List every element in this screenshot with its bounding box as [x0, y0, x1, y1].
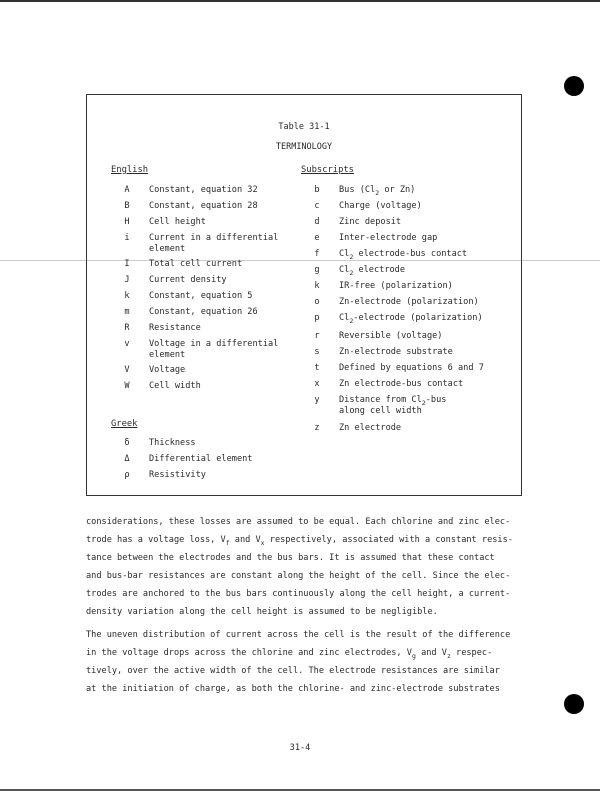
- subscript-symbol: z: [314, 423, 320, 433]
- subscript-definition: $Cl_2$ electrode-bus contact: [339, 249, 468, 261]
- term-definition: Thickness: [149, 438, 196, 448]
- paragraph-line: and bus-bar resistances are constant along the height of the cell. Since the elec-: [86, 571, 511, 581]
- english-header: English: [111, 165, 149, 175]
- subscript-symbol: t: [314, 363, 320, 373]
- term-definition: Differential element: [149, 454, 253, 464]
- subscript-definition: Inter-electrode gap: [339, 233, 438, 243]
- term-definition: Constant, equation 28: [149, 201, 258, 211]
- table-heading: TERMINOLOGY: [275, 142, 333, 152]
- page-top-edge: [0, 0, 600, 2]
- term-definition: Cell height: [149, 217, 206, 227]
- subscript-definition: Bus ($Cl_2$ or Zn): [339, 185, 416, 197]
- page-number: 31-4: [289, 743, 311, 753]
- subscript-symbol: s: [314, 347, 320, 357]
- subscript-symbol: b: [314, 185, 320, 195]
- term-definition: Constant, equation 26: [149, 307, 258, 317]
- paragraph-line: tance between the electrodes and the bus bars. It is assumed that these contact: [86, 553, 495, 563]
- term-symbol: W: [124, 381, 130, 391]
- term-definition: Current density: [149, 275, 227, 285]
- subscript-definition: Zn electrode: [339, 423, 402, 433]
- subscript-symbol: o: [314, 297, 320, 307]
- table-caption: Table 31-1: [278, 122, 330, 132]
- subscript-definition: $Cl_2$-electrode (polarization): [339, 313, 483, 325]
- subscript-definition: Zn electrode-bus contact: [339, 379, 464, 389]
- subscript-definition: Reversible (voltage): [339, 331, 443, 341]
- term-symbol: m: [124, 307, 130, 317]
- paragraph-line: trodes are anchored to the bus bars continuously along the cell height, a current-: [86, 589, 511, 599]
- paragraph-line: at the initiation of charge, as both the chlorine- and zinc-electrode substrates: [86, 684, 500, 694]
- subscript-mark: z: [446, 652, 451, 660]
- binder-hole-top: [564, 76, 584, 96]
- binder-hole-bottom: [564, 694, 584, 714]
- greek-header: Greek: [111, 419, 138, 429]
- subscript-definition: Distance from $Cl_2$-bus along cell width: [339, 395, 447, 416]
- paragraph-line: trode has a voltage loss, $V_f$ and $V_x$ respectively, associated with a constant resis-: [86, 535, 513, 547]
- subscript-mark: 2: [421, 399, 426, 407]
- body-paragraph-1: [86, 513, 546, 621]
- subscript-symbol: d: [314, 217, 320, 227]
- paragraph-line: The uneven distribution of current across the cell is the result of the difference: [86, 630, 511, 640]
- subscript-symbol: e: [314, 233, 320, 243]
- subscript-mark: x: [260, 539, 265, 547]
- subscript-definition: IR-free (polarization): [339, 281, 453, 291]
- term-symbol: I: [124, 259, 130, 269]
- subscript-definition: Zinc deposit: [339, 217, 402, 227]
- subscript-symbol: g: [314, 265, 320, 275]
- subscript-mark: 2: [349, 317, 354, 325]
- term-definition: Resistance: [149, 323, 201, 333]
- subscript-mark: 2: [375, 189, 380, 197]
- subscript-symbol: c: [314, 201, 320, 211]
- term-definition: Current in a differential element: [149, 233, 279, 254]
- subscript-symbol: p: [314, 313, 320, 323]
- term-symbol: J: [124, 275, 130, 285]
- subscript-mark: 2: [349, 269, 354, 277]
- subscript-definition: Charge (voltage): [339, 201, 422, 211]
- paragraph-line: density variation along the cell height is assumed to be negligible.: [86, 607, 438, 617]
- subscript-definition: Zn-electrode (polarization): [339, 297, 479, 307]
- term-definition: Voltage: [149, 365, 186, 375]
- subscript-mark: g: [411, 652, 416, 660]
- subscripts-header: Subscripts: [301, 165, 354, 175]
- body-paragraph-2: [86, 626, 546, 698]
- term-symbol: ρ: [124, 470, 130, 480]
- subscript-symbol: k: [314, 281, 320, 291]
- term-symbol: k: [124, 291, 130, 301]
- subscript-definition: Defined by equations 6 and 7: [339, 363, 484, 373]
- terminology-table: [86, 94, 522, 496]
- term-definition: Constant, equation 32: [149, 185, 258, 195]
- term-symbol: v: [124, 339, 130, 349]
- term-symbol: δ: [124, 438, 130, 448]
- subscript-definition: Zn-electrode substrate: [339, 347, 453, 357]
- term-definition: Resistivity: [149, 470, 206, 480]
- term-symbol: Δ: [124, 454, 130, 464]
- subscript-symbol: f: [314, 249, 320, 259]
- paragraph-line: considerations, these losses are assumed to be equal. Each chlorine and zinc elec-: [86, 517, 511, 527]
- term-symbol: A: [124, 185, 130, 195]
- term-definition: Constant, equation 5: [149, 291, 253, 301]
- term-symbol: i: [124, 233, 130, 243]
- term-definition: Total cell current: [149, 259, 243, 269]
- paragraph-line: tively, over the active width of the cell. The electrode resistances are similar: [86, 666, 500, 676]
- subscript-mark: 2: [349, 253, 354, 261]
- term-symbol: H: [124, 217, 130, 227]
- subscript-symbol: y: [314, 395, 320, 405]
- subscript-symbol: x: [314, 379, 320, 389]
- subscript-definition: $Cl_2$ electrode: [339, 265, 406, 277]
- subscript-symbol: r: [314, 331, 320, 341]
- term-symbol: B: [124, 201, 130, 211]
- term-symbol: V: [124, 365, 130, 375]
- subscript-mark: f: [225, 539, 230, 547]
- term-definition: Cell width: [149, 381, 201, 391]
- term-symbol: R: [124, 323, 130, 333]
- paragraph-line: in the voltage drops across the chlorine and zinc electrodes, $V_g$ and $V_z$ respec-: [86, 648, 493, 660]
- term-definition: Voltage in a differential element: [149, 339, 279, 360]
